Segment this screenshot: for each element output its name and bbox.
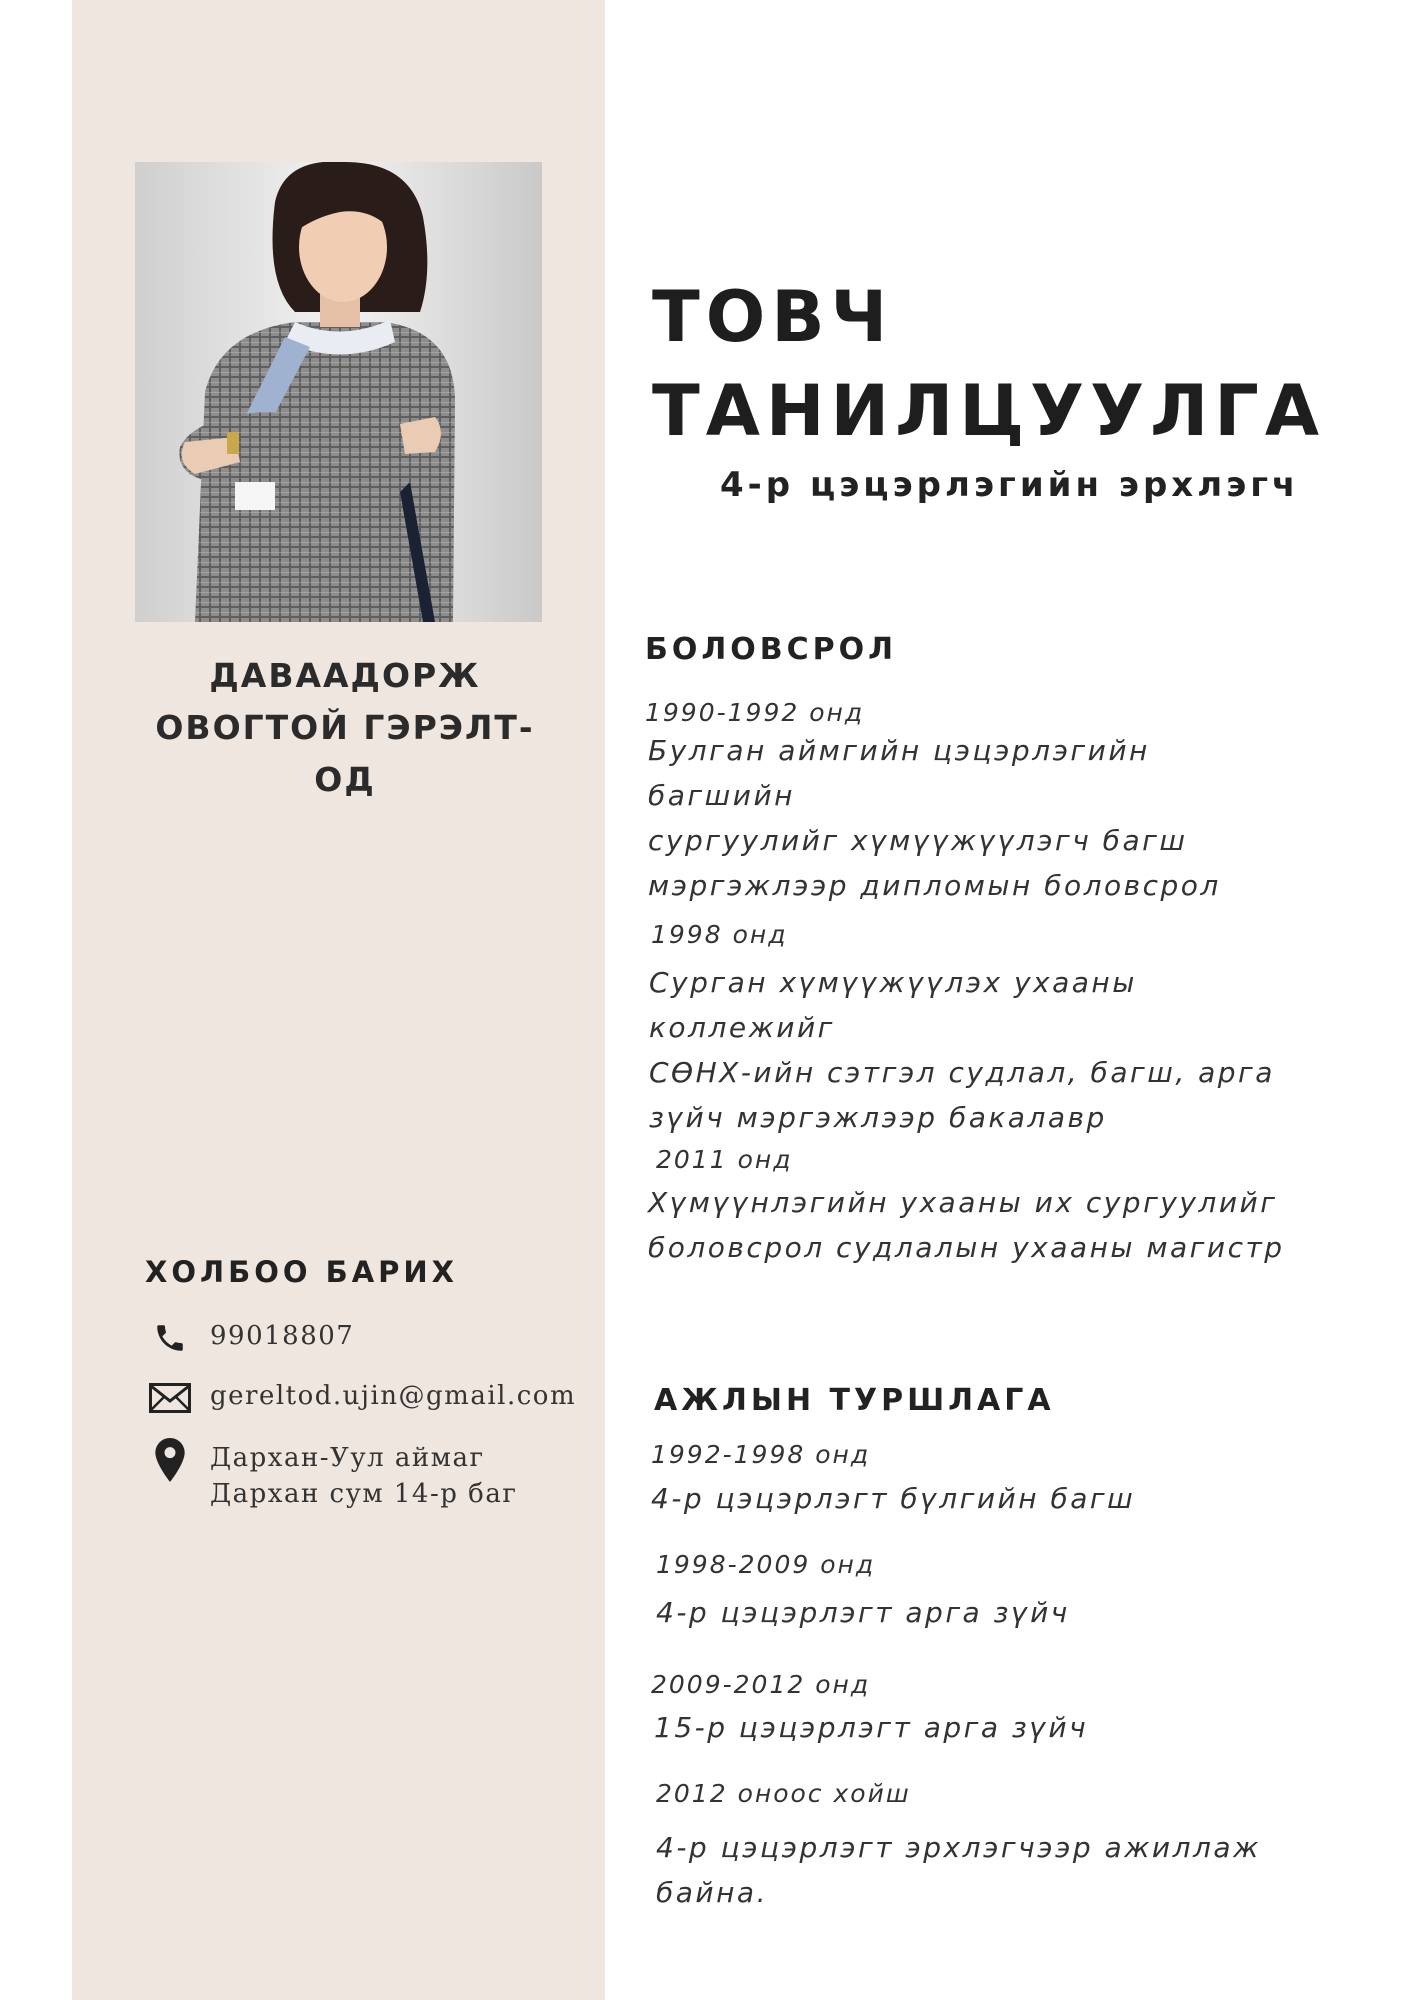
experience-entry-4-line: байна. [656, 1876, 768, 1909]
contact-phone: 99018807 [210, 1321, 355, 1351]
experience-entry-3-line: 15-р цэцэрлэгт арга зүйч [654, 1711, 1089, 1744]
job-title: 4-р цэцэрлэгийн эрхлэгч [720, 465, 1300, 505]
experience-entry-4-desc [656, 1825, 1296, 1915]
location-pin-icon [148, 1440, 192, 1480]
page-title [652, 270, 1325, 458]
contact-email-row [148, 1378, 576, 1418]
experience-heading: АЖЛЫН ТУРШЛАГА [654, 1383, 1055, 1418]
contact-address [210, 1440, 517, 1512]
education-entry-1-line: сургуулийг хүмүүжүүлэгч багш [648, 824, 1188, 857]
contact-address-line1: Дархан-Уул аймаг [210, 1443, 485, 1473]
education-entry-1-year: 1990-1992 онд [645, 698, 865, 727]
contact-address-row [148, 1440, 517, 1512]
person-name [135, 650, 555, 806]
education-entry-3-line: Хүмүүнлэгийн ухааны их сургуулийг [648, 1186, 1278, 1219]
contact-address-line2: Дархан сум 14-р баг [210, 1479, 518, 1509]
education-entry-2-line: зүйч мэргэжлээр бакалавр [649, 1101, 1107, 1134]
experience-entry-3-desc [654, 1705, 1294, 1750]
education-entry-3-line: боловсрол судлалын ухааны магистр [648, 1231, 1285, 1264]
education-entry-3-year: 2011 онд [656, 1145, 793, 1174]
person-given-name: ОВОГТОЙ ГЭРЭЛТ-ОД [155, 708, 535, 799]
experience-entry-2-desc [656, 1590, 1296, 1635]
phone-icon [148, 1318, 192, 1358]
education-entry-1-desc [648, 728, 1288, 908]
education-entry-1-line: мэргэжлээр дипломын боловсрол [648, 869, 1221, 902]
portrait-illustration [135, 162, 542, 622]
education-entry-2-year: 1998 онд [651, 920, 788, 949]
education-entry-1-line: Булган аймгийн цэцэрлэгийн багшийн [648, 734, 1150, 812]
education-heading: БОЛОВСРОЛ [645, 632, 898, 667]
experience-entry-4-line: 4-р цэцэрлэгт эрхлэгчээр ажиллаж [656, 1831, 1261, 1864]
education-entry-2-line: СӨНХ-ийн сэтгэл судлал, багш, арга [649, 1056, 1275, 1089]
experience-entry-1-desc [651, 1476, 1291, 1521]
contact-phone-row [148, 1318, 354, 1358]
page-title-line1: ТОВЧ [652, 276, 894, 358]
education-entry-2-line: Сурган хүмүүжүүлэх ухааны коллежийг [649, 966, 1137, 1044]
contact-heading: ХОЛБОО БАРИХ [145, 1255, 459, 1289]
person-surname: ДАВААДОРЖ [209, 656, 481, 695]
experience-entry-2-year: 1998-2009 онд [656, 1550, 876, 1579]
experience-entry-4-year: 2012 оноос хойш [656, 1779, 911, 1808]
experience-entry-2-line: 4-р цэцэрлэгт арга зүйч [656, 1596, 1070, 1629]
education-entry-3-desc [648, 1180, 1288, 1270]
portrait-photo [135, 162, 542, 622]
education-entry-2-desc [649, 960, 1289, 1140]
experience-entry-3-year: 2009-2012 онд [651, 1670, 871, 1699]
envelope-icon [148, 1378, 192, 1418]
contact-email[interactable]: gereltod.ujin@gmail.com [210, 1381, 577, 1411]
experience-entry-1-line: 4-р цэцэрлэгт бүлгийн багш [651, 1482, 1136, 1515]
page-title-line2: ТАНИЛЦУУЛГА [652, 370, 1326, 452]
experience-entry-1-year: 1992-1998 онд [651, 1440, 871, 1469]
